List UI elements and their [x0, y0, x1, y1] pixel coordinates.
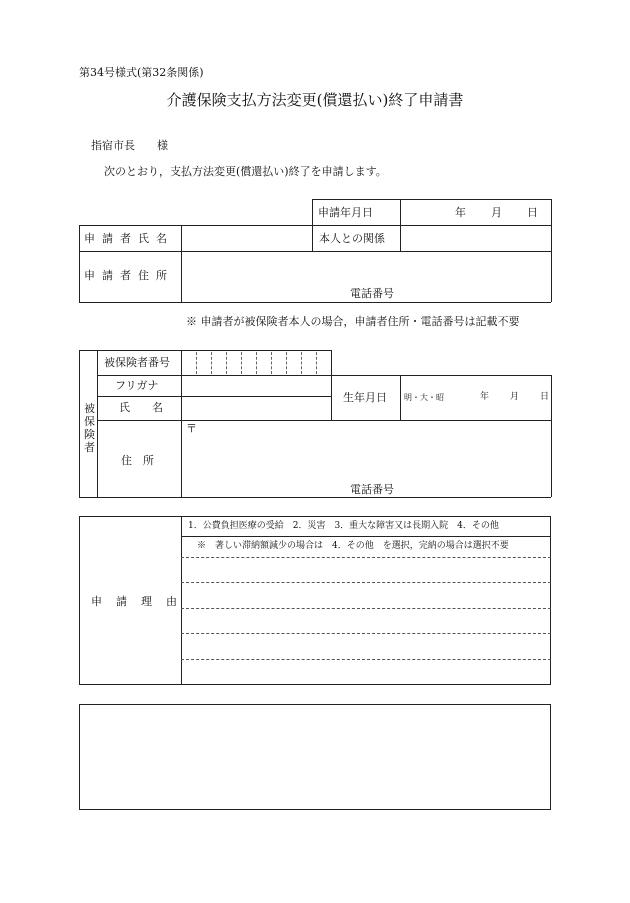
page-title: 介護保険支払方法変更(償還払い)終了申請書: [166, 91, 464, 109]
birth-year-unit: 年: [480, 392, 490, 402]
date-day-unit: 日: [527, 206, 538, 219]
form-number: 第34号様式(第32条関係): [79, 66, 204, 79]
postal-mark: 〒: [186, 422, 197, 435]
insured-address-label: 住 所: [121, 454, 154, 467]
applicant-note: ※ 申請者が被保険者本人の場合，申請者住所・電話番号は記載不要: [186, 315, 520, 328]
insured-number-label: 被保険者番号: [104, 356, 170, 369]
birth-day-unit: 日: [540, 392, 550, 402]
applicant-name-field[interactable]: [183, 227, 310, 249]
era-options: 明・大・昭: [404, 393, 444, 402]
furigana-label: フリガナ: [115, 379, 159, 392]
office-use-box[interactable]: [79, 704, 551, 810]
reason-label: 申請理由: [91, 595, 191, 608]
intro-text: 次のとおり，支払方法変更(償還払い)終了を申請します。: [104, 165, 387, 178]
date-label: 申請年月日: [318, 206, 373, 219]
reason-note: ※ 著しい滞納額減少の場合は 4．その他 を選択，完納の場合は選択不要: [197, 541, 509, 551]
applicant-name-label: 申請者氏名: [84, 232, 174, 245]
furigana-field[interactable]: [183, 377, 329, 395]
insured-number-field[interactable]: [183, 352, 329, 374]
birthdate-field[interactable]: [402, 377, 549, 419]
birthdate-label: 生年月日: [343, 391, 387, 404]
relation-field[interactable]: [402, 227, 549, 249]
date-year-unit: 年: [455, 206, 466, 219]
relation-label: 本人との関係: [319, 232, 385, 245]
birth-month-unit: 月: [510, 392, 520, 402]
application-date-field[interactable]: [404, 201, 549, 223]
insured-phone-label: 電話番号: [350, 483, 394, 496]
date-month-unit: 月: [491, 206, 502, 219]
insured-side-label: 被保険者: [84, 402, 95, 454]
addressee: 指宿市長 様: [91, 139, 168, 152]
reason-text-field[interactable]: [183, 559, 549, 683]
insured-name-field[interactable]: [183, 398, 329, 419]
applicant-address-label: 申請者住所: [84, 269, 174, 282]
applicant-phone-label: 電話番号: [350, 287, 394, 300]
insured-name-label: 氏 名: [119, 401, 163, 414]
reason-options[interactable]: 1．公費負担医療の受給 2．災害 3．重大な障害又は長期入院 4．その他: [188, 521, 499, 531]
